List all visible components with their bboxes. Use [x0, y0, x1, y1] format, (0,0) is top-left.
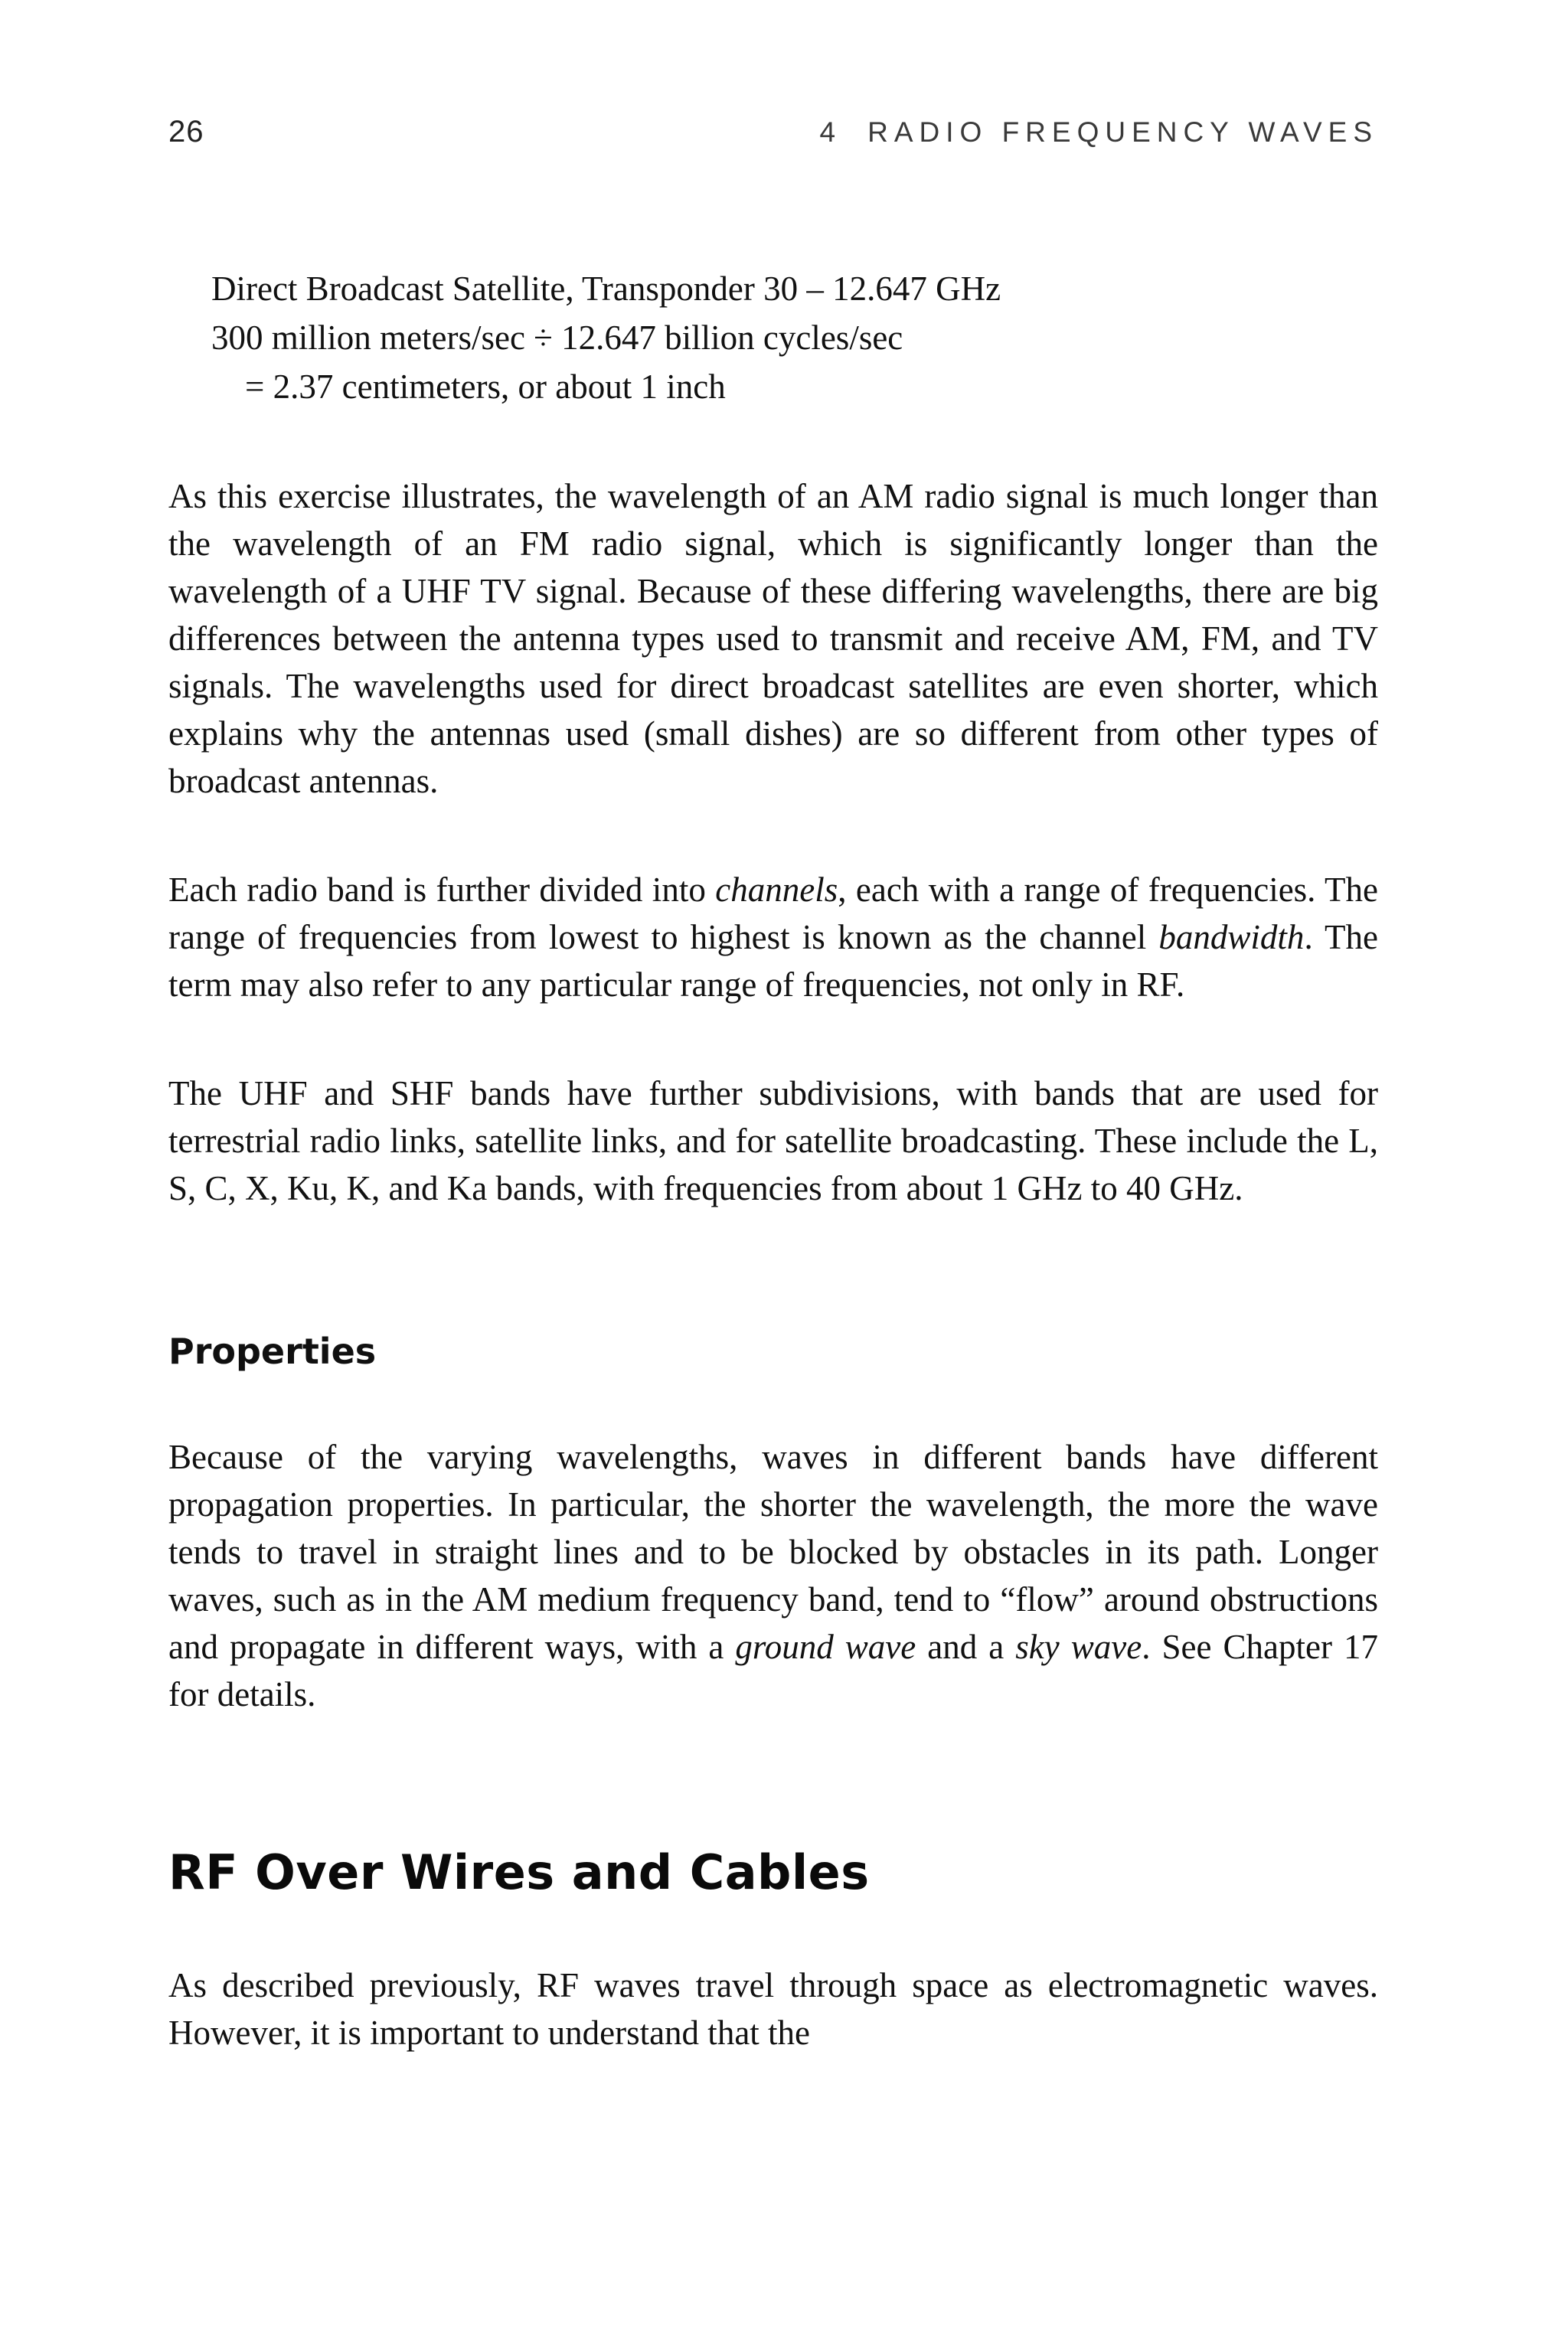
paragraph-uhf-shf-bands: The UHF and SHF bands have further subdivisions, with bands that are used for terrestrial radio links, satellite links, and for satellite broadcasting. These include the L, S, C, X, Ku, K, and Ka bands, with frequencies from about 1 GHz to 40 GHz.	[168, 1074, 1378, 1207]
paragraph-wavelength-comparison: As this exercise illustrates, the wavelength of an AM radio signal is much longer than the wavelength of an FM radio signal, which is significantly longer than the wavelength of a UHF TV signal. Because of these differing wavelengths, there are big differences between the antenna types used to transmit and receive AM, FM, and TV signals. The wavelengths used for direct broadcast satellites are even shorter, which explains why the antennas used (small dishes) are so different from other types of broadcast antennas.	[168, 477, 1378, 800]
italic-term-ground-wave: ground wave	[735, 1628, 916, 1666]
italic-term-sky-wave: sky wave	[1015, 1628, 1142, 1666]
example-calculation	[168, 264, 1378, 411]
running-head-title: RADIO FREQUENCY WAVES	[867, 116, 1378, 148]
running-head	[820, 116, 1378, 149]
paragraph-segment: . See Chapter 17 for details.	[168, 1628, 1379, 1713]
paragraph-segment: , each with a range of frequencies. The range of frequencies from lowest to highest is known as the channel	[168, 871, 1378, 956]
paragraph-channels-bandwidth	[168, 866, 1378, 1008]
italic-term-channels: channels	[715, 871, 838, 909]
section-heading-rf-over-wires: RF Over Wires and Cables	[168, 1844, 870, 1900]
italic-term-bandwidth: bandwidth	[1158, 918, 1305, 956]
page-number: 26	[168, 115, 204, 149]
example-line-division: 300 million meters/sec ÷ 12.647 billion cycles/sec	[211, 318, 903, 357]
paragraph-segment: Each radio band is further divided into	[168, 871, 716, 909]
section-heading-properties: Properties	[168, 1331, 377, 1372]
running-head-chapter-number: 4	[819, 116, 842, 148]
paragraph-segment: Because of the varying wavelengths, waves in different bands have different propagation properties. In particular, the shorter the wavelength, the more the wave tends to travel in straight lines and to be blocked by obstacles in its path. Longer waves, such as in the AM medium frequency band, tend to “flow” around obstructions and propagate in different ways, with a	[168, 1438, 1378, 1666]
paragraph-rf-over-wires-intro: As described previously, RF waves travel through space as electromagnetic waves. However, it is important to understand that the	[168, 1966, 1378, 2052]
example-line-result: = 2.37 centimeters, or about 1 inch	[245, 368, 726, 406]
page-header	[168, 115, 1378, 149]
paragraph-segment: . The term may also refer to any particular range of frequencies, not only in RF.	[168, 918, 1378, 1004]
paragraph-segment: and a	[916, 1628, 1016, 1666]
example-line-satellite: Direct Broadcast Satellite, Transponder 30 – 12.647 GHz	[211, 270, 1001, 308]
paragraph-propagation-properties	[168, 1433, 1378, 1718]
